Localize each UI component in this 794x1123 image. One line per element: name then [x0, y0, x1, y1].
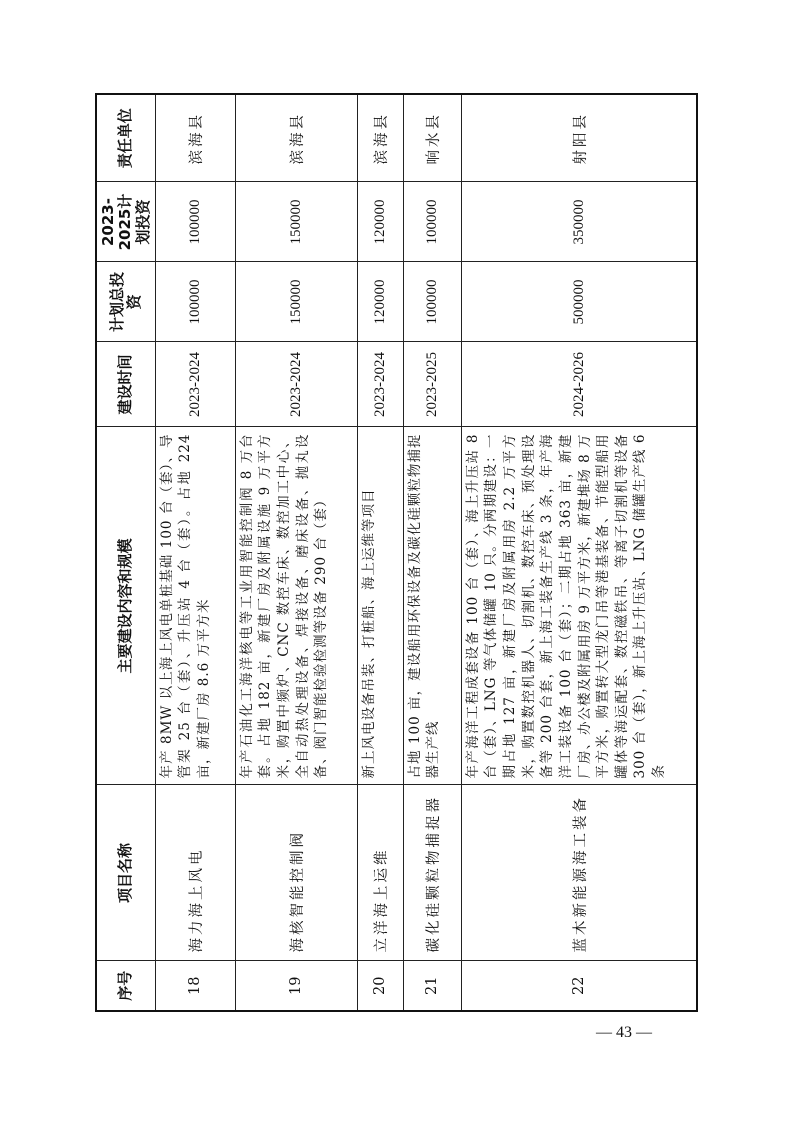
- table-header-row: [96, 94, 155, 1011]
- header-total-investment: 计划总投资: [96, 262, 155, 342]
- row-period: 2023-2024: [357, 342, 403, 427]
- header-seq: 序号: [96, 961, 155, 1011]
- rotated-table-wrapper: [95, 95, 685, 1012]
- table-row: [357, 94, 403, 1011]
- table-row: [461, 94, 697, 1011]
- header-content: 主要建设内容和规模: [96, 427, 155, 785]
- row-total: 500000: [461, 262, 697, 342]
- row-plan: 150000: [235, 182, 357, 262]
- header-plan-investment: 2023-2025计划投资: [96, 182, 155, 262]
- header-name: 项目名称: [96, 785, 155, 961]
- table-row: [155, 94, 235, 1011]
- row-plan: 100000: [155, 182, 235, 262]
- row-content: 年产石油化工海洋核电等工业用智能控制阀 8 万台套。占地 182 亩，新建厂房及附属设施 9 万平方米，购置中频炉、CNC 数控车床、数控加工中心、全自动热处理设备、焊接设备、磨床设备、抛丸设备、阀门智能检验检测等设备 290 台（套）: [235, 427, 357, 785]
- row-unit: 滨海县: [357, 94, 403, 182]
- row-seq: 22: [461, 961, 697, 1011]
- row-content: 年产 8MW 以上海上风电单桩基础 100 台（套）、导管架 25 台（套）、升压站 4 台（套）。占地 224 亩，新建厂房 8.6 万平方米: [155, 427, 235, 785]
- row-unit: 滨海县: [235, 94, 357, 182]
- row-period: 2023-2025: [403, 342, 461, 427]
- row-unit: 射阳县: [461, 94, 697, 182]
- project-table: [95, 93, 698, 1012]
- row-name: 立洋海上运维: [357, 785, 403, 961]
- page-number: — 43 —: [596, 1024, 652, 1041]
- row-total: 120000: [357, 262, 403, 342]
- row-unit: 响水县: [403, 94, 461, 182]
- row-content: 年产海洋工程成套设备 100 台（套）、海上升压站 8 台（套）、LNG 等气体储罐 10 只。分两期建设：一期占地 127 亩，新建厂房及附属用房 2.2 万平方米，购置数控机器人、切割机、数控车床、预处理设备等 200 台套，新上海工装备生产线 3 条，年产海洋工装设备 100 台（套）；二期占地 363 亩，新建厂房、办公楼及附属用房 9 万平方米，新建堆场 8 万平方米，购置转大型龙门吊等港基装备、节能型船用罐体等海运配套、数控磁铁吊、等离子切割机等设备 300 台（套），新上海上升压站、LNG 储罐生产线 6 条: [461, 427, 697, 785]
- row-period: 2023-2024: [235, 342, 357, 427]
- row-content: 占地 100 亩，建设船用环保设备及碳化硅颗粒物捕捉器生产线: [403, 427, 461, 785]
- row-total: 100000: [155, 262, 235, 342]
- row-plan: 350000: [461, 182, 697, 262]
- row-plan: 100000: [403, 182, 461, 262]
- row-seq: 20: [357, 961, 403, 1011]
- header-responsible-unit: 责任单位: [96, 94, 155, 182]
- row-total: 100000: [403, 262, 461, 342]
- header-period: 建设时间: [96, 342, 155, 427]
- row-unit: 滨海县: [155, 94, 235, 182]
- row-plan: 120000: [357, 182, 403, 262]
- row-name: 碳化硅颗粒物捕捉器: [403, 785, 461, 961]
- table-row: [403, 94, 461, 1011]
- row-seq: 18: [155, 961, 235, 1011]
- row-name: 海力海上风电: [155, 785, 235, 961]
- row-period: 2024-2026: [461, 342, 697, 427]
- row-seq: 21: [403, 961, 461, 1011]
- row-content: 新上风电设备吊装、打桩船、海上运维等项目: [357, 427, 403, 785]
- row-name: 蓝木新能源海工装备: [461, 785, 697, 961]
- row-name: 海核智能控制阀: [235, 785, 357, 961]
- row-seq: 19: [235, 961, 357, 1011]
- row-total: 150000: [235, 262, 357, 342]
- table-row: [235, 94, 357, 1011]
- row-period: 2023-2024: [155, 342, 235, 427]
